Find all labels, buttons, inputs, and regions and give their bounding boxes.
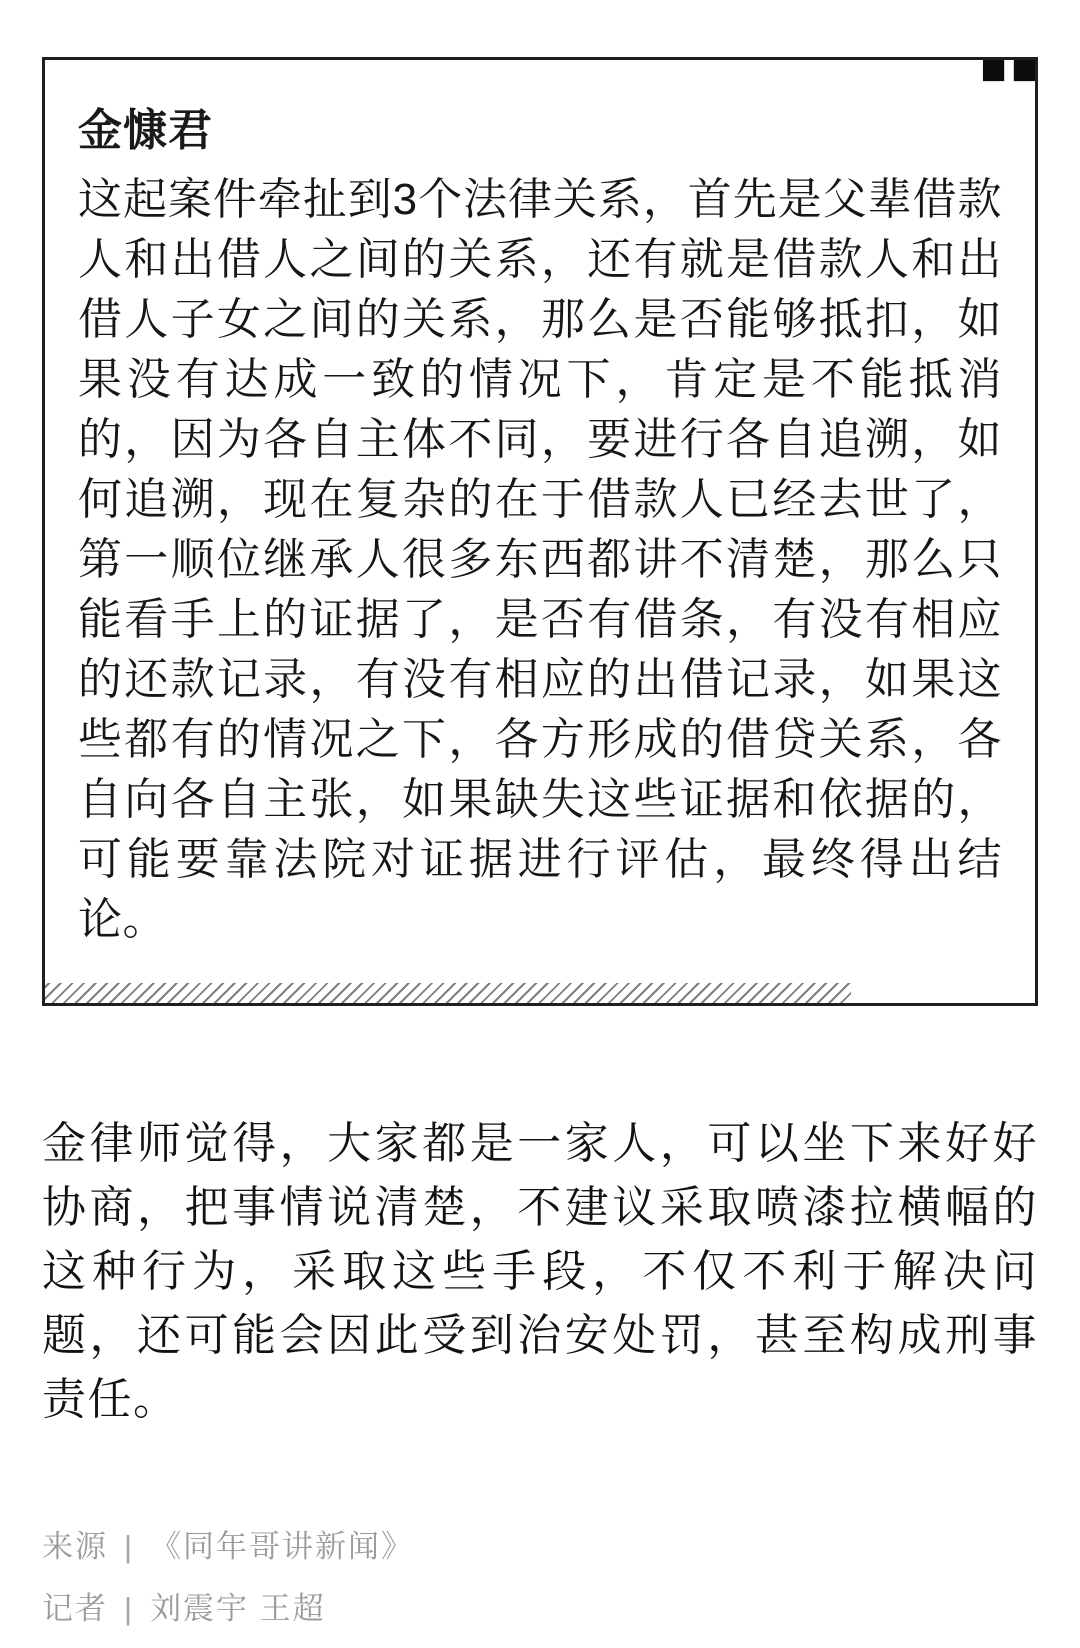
source-value: 《同年哥讲新闻》: [150, 1529, 415, 1564]
body-paragraph: 金律师觉得，大家都是一家人，可以坐下来好好协商，把事情说清楚，不建议采取喷漆拉横幅的这种行为，采取这些手段，不仅不利于解决问题，还可能会因此受到治安处罚，甚至构成刑事责任。: [42, 1119, 1038, 1424]
source-line: [42, 1528, 414, 1566]
separator-bar: |: [124, 1591, 135, 1626]
quote-text: 这起案件牵扯到3个法律关系，首先是父辈借款人和出借人之间的关系，还有就是借款人和出借人子女之间的关系，那么是否能够抵扣，如果没有达成一致的情况下，肯定是不能抵消的，因为各自主体不同，要进行各自追溯，如何追溯，现在复杂的在于借款人已经去世了，第一顺位继承人很多东西都讲不清楚，那么只能看手上的证据了，是否有借条，有没有相应的还款记录，有没有相应的出借记录，如果这些都有的情况之下，各方形成的借贷关系，各自向各自主张，如果缺失这些证据和依据的，可能要靠法院对证据进行评估，最终得出结论。: [78, 175, 1002, 944]
source-label: 来源: [42, 1529, 108, 1564]
reporter-label: 记者: [42, 1591, 108, 1626]
separator-bar: |: [124, 1529, 135, 1564]
closing-double-quote-icon: [979, 57, 1038, 83]
quote-speaker: 金慷君: [78, 106, 213, 155]
reporter-value: 刘震宇 王超: [150, 1591, 326, 1626]
hatch-divider: [45, 983, 851, 1006]
reporter-line: [42, 1590, 414, 1628]
credits: [42, 1528, 414, 1628]
quote-block: [42, 57, 1038, 1006]
